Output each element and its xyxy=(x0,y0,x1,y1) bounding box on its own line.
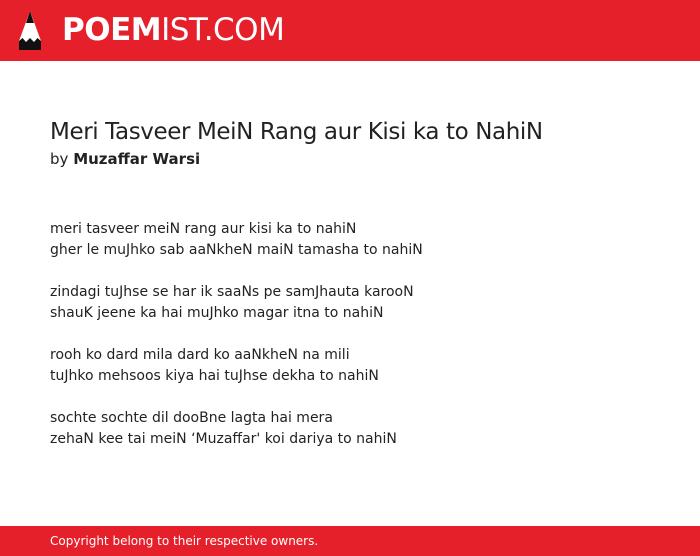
logo-bold-text: POEM xyxy=(62,12,162,48)
poem-line: gher le muJhko sab aaNkheN maiN tamasha to nahiN xyxy=(50,242,423,258)
poem-stanza xyxy=(50,282,423,324)
poem-stanza xyxy=(50,345,423,387)
poem-stanza xyxy=(50,219,423,261)
poem-line: zehaN kee tai meiN ‘Muzaffar' koi dariya to nahiN xyxy=(50,431,397,447)
poem-line: rooh ko dard mila dard ko aaNkheN na mili xyxy=(50,347,350,363)
site-header xyxy=(0,0,700,61)
poem-line: zindagi tuJhse se har ik saaNs pe samJhauta karooN xyxy=(50,284,414,300)
poem-line: meri tasveer meiN rang aur kisi ka to nahiN xyxy=(50,221,357,237)
poem-stanza xyxy=(50,408,423,450)
poem-line: shauK jeene ka hai muJhko magar itna to nahiN xyxy=(50,305,384,321)
poem-author: Muzaffar Warsi xyxy=(73,150,201,168)
poem-byline xyxy=(50,149,200,169)
poem-body xyxy=(50,219,423,471)
logo-light-text: IST.COM xyxy=(161,12,285,48)
copyright-text: Copyright belong to their respective owners. xyxy=(50,534,319,548)
pen-nib-icon xyxy=(16,10,44,52)
site-footer xyxy=(0,526,700,556)
poem-title: Meri Tasveer MeiN Rang aur Kisi ka to NahiN xyxy=(50,119,543,145)
poem-line: tuJhko mehsoos kiya hai tuJhse dekha to nahiN xyxy=(50,368,379,384)
site-logo[interactable] xyxy=(62,11,284,49)
by-label: by xyxy=(50,150,69,168)
poem-line: sochte sochte dil dooBne lagta hai mera xyxy=(50,410,333,426)
